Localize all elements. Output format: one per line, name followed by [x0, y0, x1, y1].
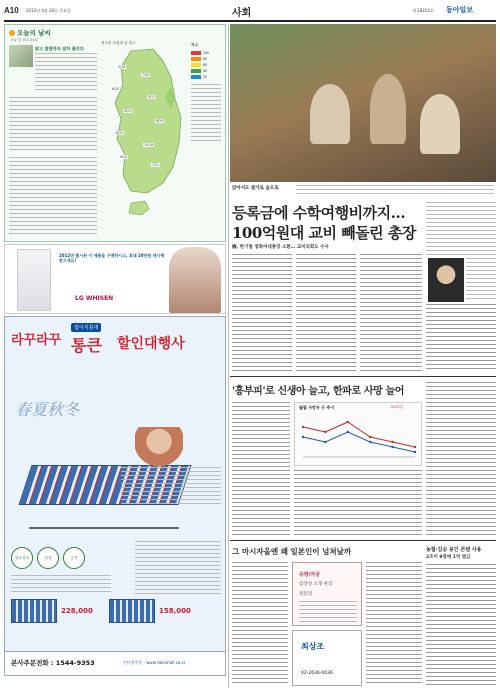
article2-chart: [294, 402, 422, 466]
article3-col-1: [232, 562, 288, 686]
level-row: 40: [191, 68, 223, 74]
bed-ad-title-rest: 할인대행사: [117, 336, 185, 352]
main-headline-1: 등록금에 수학여행비까지…: [232, 204, 406, 222]
main-byline: 檢, 한기범 청화여대총장 소환… 교비외회도 수사: [232, 245, 329, 250]
main-article-col-2: [296, 254, 356, 372]
level-row: 20: [191, 74, 223, 80]
chart-title: 월별 사망자 수 추이: [299, 405, 335, 410]
chart-point: [391, 446, 393, 448]
map-title: 전국의 아침과 낮 최고: [101, 41, 136, 45]
level-swatch: [191, 75, 201, 79]
level-legend-title: 지수: [191, 43, 198, 47]
weather-subtitle: 오늘 낮 최고 24도: [10, 38, 39, 42]
chart-point: [414, 451, 416, 453]
sun-icon: [9, 30, 15, 36]
chart-series-line: [303, 422, 415, 447]
clinic-ad-text: [299, 601, 357, 623]
city-temp: 6/20: [112, 87, 120, 91]
article2-headline: '흥부피'로 신생아 늘고, 한파로 사망 늘어: [232, 386, 404, 397]
section-divider: [230, 540, 496, 541]
level-swatch: [191, 57, 201, 61]
weather-table-2: [9, 157, 97, 237]
feature-badge: 냉무침대: [11, 547, 33, 569]
bed-ad-notes: [11, 575, 111, 595]
weather-title: 오늘의 날씨: [9, 28, 51, 37]
weather-section: [4, 24, 226, 242]
weather-headline: 맑고 쌀쌀하다 점차 풀리다: [35, 46, 84, 51]
bed-ad-badge: 접이식침대: [71, 323, 101, 332]
photo-caption: [230, 184, 496, 198]
article3-col-2: [366, 562, 422, 686]
newspaper-brand: 동아일보: [446, 5, 474, 14]
chart-point: [302, 436, 304, 438]
city-temp: 9/24: [120, 155, 128, 159]
feature-badge: 공격: [63, 547, 85, 569]
chart-point: [347, 421, 349, 423]
issue-number: 제 28224호: [412, 8, 434, 13]
clinic-ad-line: 전문의: [299, 592, 313, 597]
column-divider: [228, 24, 229, 688]
level-row: 100: [191, 50, 223, 56]
photo-caption-text: [296, 185, 494, 197]
portrait: [428, 258, 464, 302]
lg-ad-brand: LG WHISEN: [75, 295, 114, 302]
main-article-col-3: [360, 254, 422, 372]
chart-point: [414, 446, 416, 448]
funeral-ad[interactable]: [292, 630, 362, 686]
chart-point: [324, 431, 326, 433]
chart-point: [369, 436, 371, 438]
weather-level-legend: [191, 43, 223, 144]
main-article-col-4: [426, 304, 496, 372]
bed-thumb: [109, 599, 155, 623]
level-row: 60: [191, 62, 223, 68]
news-photo: [230, 24, 496, 182]
death-chart-svg: [299, 413, 419, 463]
funeral-ad-phone: 02-2636-0036: [301, 671, 333, 676]
lg-ad-model: [169, 247, 221, 313]
chart-point: [391, 441, 393, 443]
photo-figure: [420, 94, 460, 154]
article3-headline: 그 마시자을엔 왜 일본인이 넘쳐날까: [232, 547, 352, 556]
side-article-text-top: [426, 202, 496, 256]
chart-legend: 2012년: [391, 405, 404, 409]
bed-ad-online: 인터넷주문 : www.rakumall.co.kr: [123, 660, 186, 665]
article4-headline: 농협·김승 용인 콘텐 사용: [426, 547, 482, 553]
clinic-ad[interactable]: [292, 562, 362, 626]
bed-ad-big: 통큰: [71, 336, 102, 355]
city-temp: 10/19: [144, 143, 154, 147]
bed-ad-phone: 본사주문전화 : 1544-9353: [11, 659, 95, 667]
article2-col-2: [294, 470, 422, 536]
bed-price: 158,000: [159, 607, 191, 615]
bed-ad-footer[interactable]: [5, 651, 225, 675]
page-number: A10: [4, 6, 19, 15]
level-row: 80: [191, 56, 223, 62]
bed-ad-script: 春夏秋冬: [15, 400, 80, 419]
level-swatch: [191, 51, 201, 55]
photo-caption-title: 앉아서도 클가로 숲으로: [232, 186, 279, 191]
city-temp: 8/22: [116, 131, 124, 135]
section-divider: [230, 376, 496, 377]
clinic-ad-line: 유방/자궁: [299, 572, 321, 578]
header-rule: [4, 20, 496, 22]
chart-point: [302, 426, 304, 428]
level-swatch: [191, 69, 201, 73]
map-city-temps: [107, 65, 187, 175]
city-temp: 6/24: [156, 119, 164, 123]
article2-col-3: [426, 382, 496, 536]
photo-figure: [370, 74, 406, 144]
weather-table-1: [9, 97, 97, 151]
bed-ad-right-notes: [135, 541, 221, 595]
feature-badge: 화재: [37, 547, 59, 569]
city-temp: 5/16: [118, 65, 126, 69]
bed-price: 228,000: [61, 607, 93, 615]
chart-point: [347, 431, 349, 433]
bed-ad-features: [121, 467, 221, 507]
bed-thumb: [11, 599, 57, 623]
weather-photo: [9, 45, 33, 67]
city-temp: 9/23: [124, 109, 132, 113]
main-headline-2: 100억원대 교비 빼돌린 총장: [232, 224, 416, 242]
clinic-ad-line: 갑상선 오래 관리: [299, 582, 333, 587]
article4-text: [426, 564, 496, 686]
chart-point: [324, 441, 326, 443]
city-temp: 5/21: [148, 95, 156, 99]
lg-aircon-ad[interactable]: [4, 244, 226, 314]
weather-text: [35, 53, 97, 93]
funeral-ad-brand: 최상조: [301, 642, 325, 651]
city-temp: 7/22: [142, 73, 150, 77]
bed-ad[interactable]: [4, 316, 226, 676]
level-swatch: [191, 63, 201, 67]
side-article-text-mid: [466, 258, 496, 302]
bed-ad-title: [9, 321, 223, 357]
chart-point: [369, 441, 371, 443]
bed-ad-badges: [11, 547, 85, 569]
page-date: 2012년 4월 26일 목요일: [26, 8, 71, 13]
page-header: [0, 0, 500, 20]
main-article-col-1: [232, 254, 292, 372]
article2-col-1: [232, 402, 290, 536]
level-table: [191, 84, 221, 144]
photo-figure: [310, 84, 350, 144]
article4-subhead: 2조이 9명에 1억 벌금: [426, 555, 471, 560]
city-temp: 7/21: [152, 163, 160, 167]
section-title: 사회: [232, 8, 252, 19]
bed-frame: [29, 505, 179, 529]
bed-ad-brand: 라꾸라꾸: [11, 333, 62, 348]
lg-aircon-image: [17, 249, 51, 311]
lg-ad-headline: 2012년 출시된 이 제품을 구매하시고, 최대 20만원 캐시백 받으세요!: [59, 253, 165, 264]
chart-series-line: [303, 432, 415, 452]
